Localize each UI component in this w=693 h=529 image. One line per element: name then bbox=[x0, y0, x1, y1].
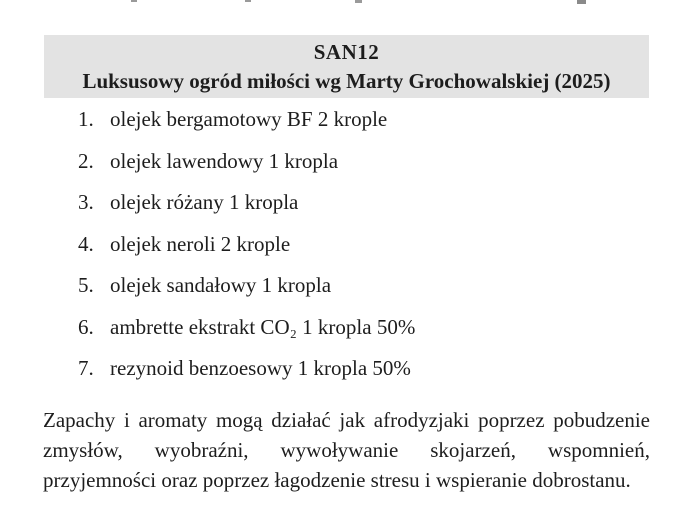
list-item bbox=[78, 273, 648, 297]
cropped-text-fragment bbox=[355, 0, 362, 3]
paragraph-line: zmysłów, wyobraźni, wywoływanie skojarzeń, wspomnień, bbox=[43, 438, 650, 462]
cropped-text-fragment bbox=[245, 0, 251, 2]
recipe-header bbox=[44, 35, 649, 98]
paragraph-line: Zapachy i aromaty mogą działać jak afrodyzjaki poprzez pobudzenie bbox=[43, 408, 650, 432]
list-item bbox=[78, 190, 648, 214]
list-item bbox=[78, 232, 648, 256]
item-text: ambrette ekstrakt CO₂ 1 kropla 50% bbox=[110, 314, 416, 339]
item-number: 5. bbox=[78, 273, 94, 297]
recipe-code: SAN12 bbox=[313, 39, 380, 64]
body-paragraph bbox=[43, 405, 650, 495]
list-item bbox=[78, 356, 648, 380]
item-text: olejek bergamotowy BF 2 krople bbox=[110, 107, 388, 131]
item-number: 4. bbox=[78, 231, 94, 256]
item-number: 6. bbox=[78, 314, 94, 339]
item-text: olejek lawendowy 1 kropla bbox=[110, 148, 339, 173]
list-item bbox=[78, 315, 648, 339]
item-text: olejek różany 1 kropla bbox=[110, 190, 299, 214]
item-number: 1. bbox=[78, 107, 94, 131]
item-text: olejek sandałowy 1 kropla bbox=[110, 273, 332, 297]
item-number: 3. bbox=[78, 190, 94, 214]
recipe-title: Luksusowy ogród miłości wg Marty Grochowalskiej (2025) bbox=[82, 68, 611, 93]
list-item bbox=[78, 149, 648, 173]
recipe-list bbox=[78, 107, 648, 398]
list-item bbox=[78, 107, 648, 131]
cropped-text-fragment bbox=[577, 0, 586, 4]
paragraph-line: przyjemności oraz poprzez łagodzenie stresu i wspieranie dobrostanu. bbox=[43, 468, 631, 492]
item-number: 2. bbox=[78, 148, 94, 173]
item-text: olejek neroli 2 krople bbox=[110, 231, 291, 256]
item-number: 7. bbox=[78, 356, 94, 380]
cropped-text-fragment bbox=[131, 0, 137, 2]
item-text: rezynoid benzoesowy 1 kropla 50% bbox=[110, 356, 411, 380]
